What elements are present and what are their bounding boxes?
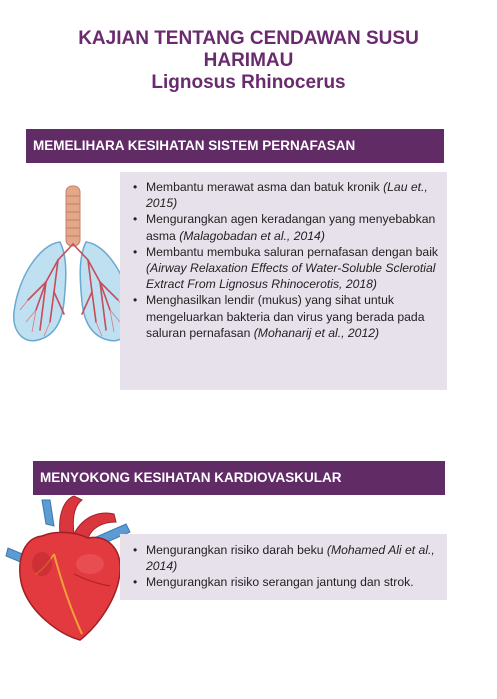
- list-item: • Menghasilkan lendir (mukus) yang sihat untuk mengeluarkan bakteria dan virus yang berada pada saluran pernafasan (Mohanarij et al., 2012): [146, 292, 441, 341]
- page-title: [0, 28, 497, 94]
- respiratory-benefits-list: [129, 179, 441, 341]
- respiratory-benefits-panel: [120, 172, 447, 390]
- lungs-illustration: [10, 182, 136, 352]
- list-item: • Membantu membuka saluran pernafasan dengan baik (Airway Relaxation Effects of Water-Soluble Sclerotial Extract From Lignosus Rhinocerotis, 2018): [146, 244, 441, 293]
- title-line-2: Lignosus Rhinocerus: [151, 72, 346, 93]
- section-heading-respiratory: MEMELIHARA KESIHATAN SISTEM PERNAFASAN: [26, 129, 444, 163]
- list-item: • Membantu merawat asma dan batuk kronik (Lau et., 2015): [146, 179, 441, 211]
- heart-illustration: [2, 494, 136, 644]
- list-item: • Mengurangkan agen keradangan yang menyebabkan asma (Malagobadan et al., 2014): [146, 211, 441, 243]
- cardiovascular-benefits-list: [129, 542, 441, 591]
- section-heading-cardiovascular: MENYOKONG KESIHATAN KARDIOVASKULAR: [33, 461, 445, 495]
- list-item: • Mengurangkan risiko serangan jantung dan strok.: [146, 574, 441, 590]
- list-item: • Mengurangkan risiko darah beku (Mohamed Ali et al., 2014): [146, 542, 441, 574]
- cardiovascular-benefits-panel: [120, 534, 447, 600]
- title-line-1: KAJIAN TENTANG CENDAWAN SUSU HARIMAU: [78, 28, 419, 71]
